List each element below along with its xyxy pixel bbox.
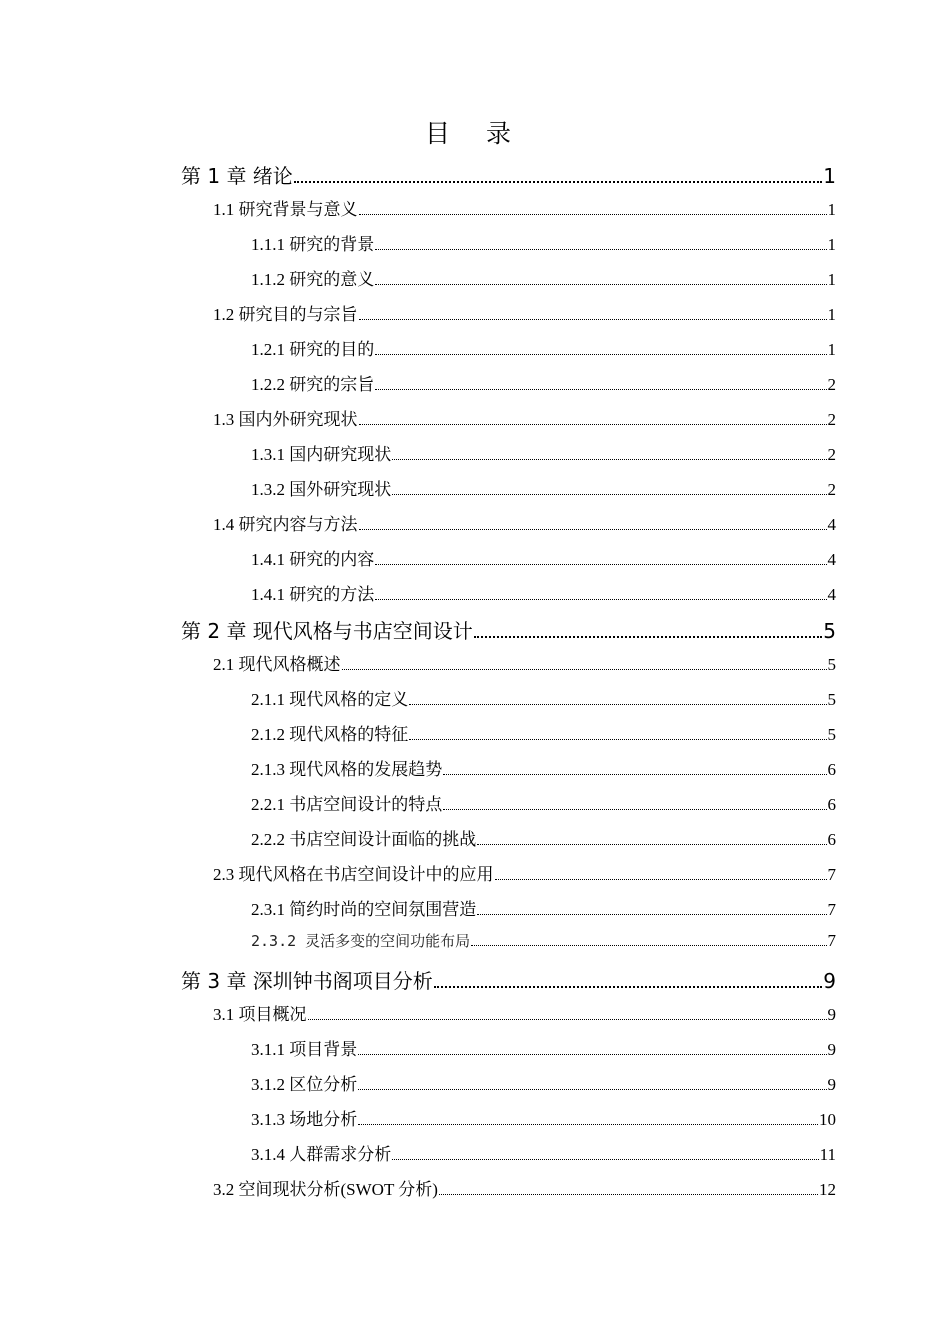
toc-entry-label: 1.1.1 研究的背景 xyxy=(251,235,375,254)
toc-entry-page-number: 6 xyxy=(827,760,836,779)
toc-entry-label: 3.1 项目概况 xyxy=(213,1005,307,1024)
toc-entry-level-3 xyxy=(251,755,836,780)
toc-dot-leader xyxy=(342,669,827,670)
toc-entry-page-number: 2 xyxy=(827,445,836,464)
toc-entry-label: 2.3.2 灵活多变的空间功能布局 xyxy=(251,932,471,950)
toc-entry-page-number: 10 xyxy=(819,1110,836,1129)
toc-entry-page-number: 9 xyxy=(823,969,836,993)
toc-dot-leader xyxy=(392,459,826,460)
toc-entry-level-3 xyxy=(251,1105,836,1130)
toc-entry-label: 1.3.2 国外研究现状 xyxy=(251,480,392,499)
toc-dot-leader xyxy=(375,389,826,390)
toc-entry-level-3 xyxy=(251,440,836,465)
toc-entry-level-1 xyxy=(181,160,836,189)
toc-title: 目 录 xyxy=(425,119,525,148)
toc-entry-level-3 xyxy=(251,930,836,951)
toc-dot-leader xyxy=(409,739,826,740)
toc-entry-page-number: 1 xyxy=(827,305,836,324)
toc-entry-level-3 xyxy=(251,825,836,850)
toc-entry-level-3 xyxy=(251,335,836,360)
toc-entry-page-number: 5 xyxy=(827,690,836,709)
toc-entry-label: 3.1.1 项目背景 xyxy=(251,1040,358,1059)
toc-entry-label: 3.1.3 场地分析 xyxy=(251,1110,358,1129)
toc-entry-label: 1.1.2 研究的意义 xyxy=(251,270,375,289)
toc-dot-leader xyxy=(375,564,826,565)
toc-dot-leader xyxy=(471,945,826,946)
toc-dot-leader xyxy=(375,249,826,250)
toc-entry-page-number: 9 xyxy=(827,1005,836,1024)
toc-entry-level-1 xyxy=(181,615,836,644)
toc-entry-page-number: 1 xyxy=(823,164,836,188)
toc-entry-page-number: 9 xyxy=(827,1040,836,1059)
toc-entry-level-3 xyxy=(251,230,836,255)
toc-entry-level-3 xyxy=(251,1140,836,1165)
toc-entry-level-2 xyxy=(213,1175,836,1200)
toc-dot-leader xyxy=(359,214,827,215)
toc-entry-label: 1.3 国内外研究现状 xyxy=(213,410,358,429)
toc-dot-leader xyxy=(375,354,826,355)
toc-dot-leader xyxy=(434,986,822,988)
toc-entry-level-3 xyxy=(251,370,836,395)
toc-entry-label: 第 3 章 深圳钟书阁项目分析 xyxy=(181,969,433,993)
toc-entry-label: 1.2.1 研究的目的 xyxy=(251,340,375,359)
toc-entry-page-number: 1 xyxy=(827,200,836,219)
toc-entry-label: 2.1.2 现代风格的特征 xyxy=(251,725,409,744)
toc-entry-label: 1.2 研究目的与宗旨 xyxy=(213,305,358,324)
toc-entry-label: 1.2.2 研究的宗旨 xyxy=(251,375,375,394)
toc-entry-label: 1.4 研究内容与方法 xyxy=(213,515,358,534)
toc-entry-page-number: 5 xyxy=(827,655,836,674)
toc-entry-level-2 xyxy=(213,510,836,535)
toc-dot-leader xyxy=(359,529,827,530)
toc-entry-level-1 xyxy=(181,965,836,994)
toc-dot-leader xyxy=(358,1124,818,1125)
toc-entry-label: 1.3.1 国内研究现状 xyxy=(251,445,392,464)
toc-entry-label: 2.3 现代风格在书店空间设计中的应用 xyxy=(213,865,494,884)
toc-dot-leader xyxy=(495,879,827,880)
toc-dot-leader xyxy=(443,774,826,775)
toc-dot-leader xyxy=(358,1089,826,1090)
toc-entry-page-number: 1 xyxy=(827,340,836,359)
toc-entry-level-3 xyxy=(251,580,836,605)
toc-dot-leader xyxy=(477,914,826,915)
toc-entry-label: 2.2.1 书店空间设计的特点 xyxy=(251,795,443,814)
toc-dot-leader xyxy=(409,704,826,705)
toc-entry-page-number: 7 xyxy=(827,900,836,919)
toc-entry-page-number: 4 xyxy=(827,550,836,569)
toc-dot-leader xyxy=(392,1159,818,1160)
toc-dot-leader xyxy=(474,636,822,638)
toc-dot-leader xyxy=(392,494,826,495)
toc-entry-page-number: 9 xyxy=(827,1075,836,1094)
toc-dot-leader xyxy=(359,319,827,320)
toc-entry-page-number: 2 xyxy=(827,375,836,394)
toc-entry-level-3 xyxy=(251,790,836,815)
toc-entry-level-3 xyxy=(251,475,836,500)
toc-entry-page-number: 12 xyxy=(819,1180,836,1199)
toc-entry-label: 3.1.2 区位分析 xyxy=(251,1075,358,1094)
toc-entry-page-number: 2 xyxy=(827,410,836,429)
toc-entry-page-number: 1 xyxy=(827,270,836,289)
toc-entry-level-2 xyxy=(213,195,836,220)
toc-entry-level-2 xyxy=(213,1000,836,1025)
toc-entry-label: 第 1 章 绪论 xyxy=(181,164,293,188)
toc-dot-leader xyxy=(358,1054,826,1055)
toc-dot-leader xyxy=(443,809,826,810)
toc-entry-level-3 xyxy=(251,265,836,290)
toc-entry-level-3 xyxy=(251,1035,836,1060)
toc-entry-label: 2.3.1 简约时尚的空间氛围营造 xyxy=(251,900,477,919)
toc-entry-level-2 xyxy=(213,860,836,885)
toc-entry-level-3 xyxy=(251,545,836,570)
toc-entry-label: 2.2.2 书店空间设计面临的挑战 xyxy=(251,830,477,849)
toc-dot-leader xyxy=(439,1194,818,1195)
toc-entry-level-2 xyxy=(213,405,836,430)
toc-dot-leader xyxy=(308,1019,827,1020)
toc-entry-page-number: 7 xyxy=(827,931,836,950)
toc-entry-page-number: 4 xyxy=(827,585,836,604)
toc-entry-label: 2.1.3 现代风格的发展趋势 xyxy=(251,760,443,779)
toc-entry-page-number: 7 xyxy=(827,865,836,884)
toc-entry-label: 2.1.1 现代风格的定义 xyxy=(251,690,409,709)
toc-entry-page-number: 4 xyxy=(827,515,836,534)
toc-entry-level-3 xyxy=(251,720,836,745)
toc-dot-leader xyxy=(375,284,826,285)
toc-entry-page-number: 5 xyxy=(827,725,836,744)
toc-dot-leader xyxy=(359,424,827,425)
toc-dot-leader xyxy=(477,844,826,845)
toc-entry-label: 第 2 章 现代风格与书店空间设计 xyxy=(181,619,473,643)
toc-entry-level-3 xyxy=(251,1070,836,1095)
toc-entry-page-number: 6 xyxy=(827,830,836,849)
toc-entry-level-3 xyxy=(251,895,836,920)
toc-entry-page-number: 5 xyxy=(823,619,836,643)
toc-entry-page-number: 2 xyxy=(827,480,836,499)
toc-dot-leader xyxy=(375,599,826,600)
toc-entry-level-2 xyxy=(213,300,836,325)
toc-entry-level-2 xyxy=(213,650,836,675)
toc-entry-label: 1.1 研究背景与意义 xyxy=(213,200,358,219)
toc-entry-label: 1.4.1 研究的方法 xyxy=(251,585,375,604)
toc-entry-page-number: 1 xyxy=(827,235,836,254)
toc-entry-page-number: 6 xyxy=(827,795,836,814)
toc-entry-label: 1.4.1 研究的内容 xyxy=(251,550,375,569)
toc-entry-page-number: 11 xyxy=(819,1145,836,1164)
toc-dot-leader xyxy=(294,181,822,183)
toc-entry-label: 3.1.4 人群需求分析 xyxy=(251,1145,392,1164)
toc-entry-label: 3.2 空间现状分析(SWOT 分析) xyxy=(213,1180,438,1199)
toc-entry-label: 2.1 现代风格概述 xyxy=(213,655,341,674)
toc-entry-level-3 xyxy=(251,685,836,710)
